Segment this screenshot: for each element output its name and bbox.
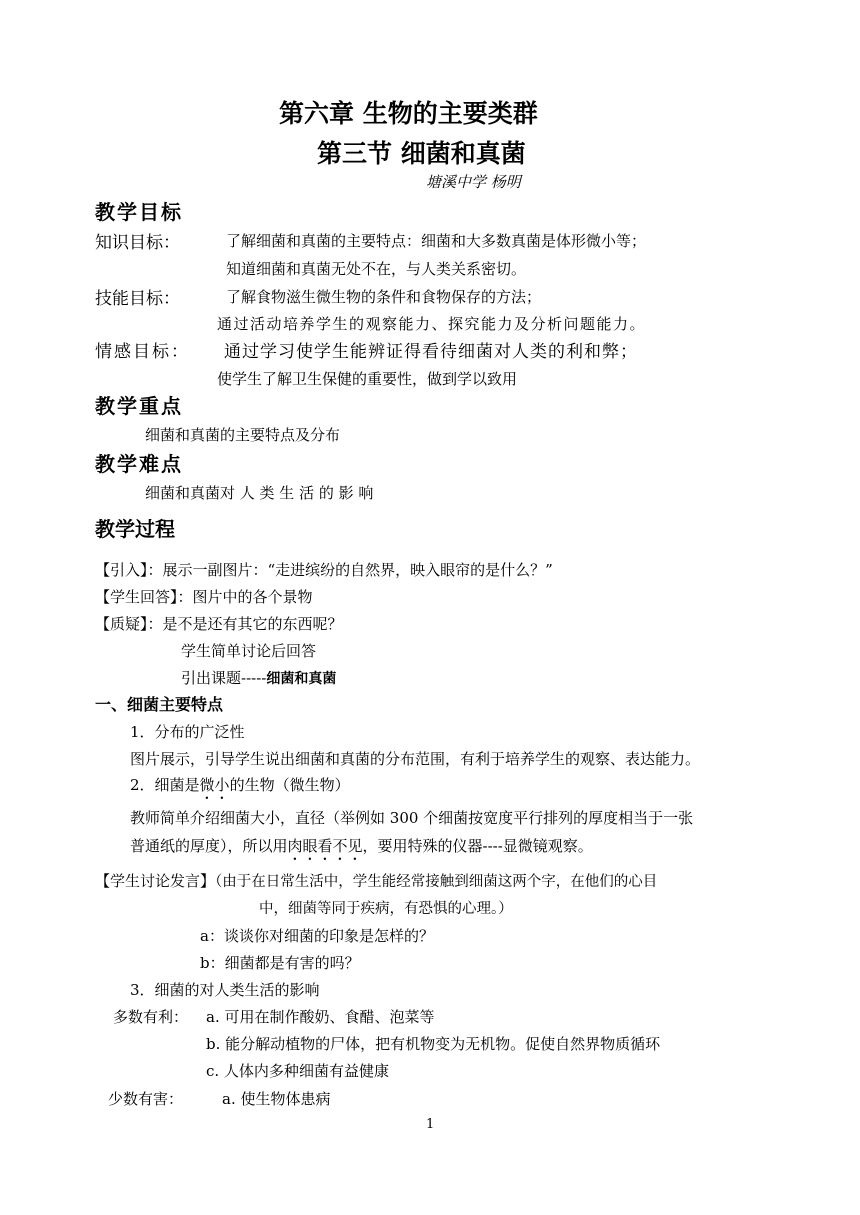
emotion-text-2: 使学生了解卫生保健的重要性，做到学以致用: [217, 370, 518, 388]
item2-text-2: [130, 835, 593, 864]
difficulty-text: 细菌和真菌对 人 类 生 活 的 影 响: [145, 484, 374, 502]
benefit-label: 多数有利：: [113, 1008, 189, 1026]
topic-prefix: 引出课题-----: [181, 669, 267, 687]
topic-bold: 细菌和真菌: [266, 671, 337, 687]
item3-title: 3．细菌的对人类生活的影响: [130, 981, 320, 999]
answer-label: 【学生回答】: [95, 588, 178, 606]
item2-title: [130, 774, 350, 803]
discuss-label: 【学生讨论发言】: [95, 872, 216, 890]
knowledge-label: 知识目标：: [95, 233, 180, 253]
discuss-text-1: （由于在日常生活中，学生能经常接触到细菌这两个字，在他们的心目: [215, 874, 658, 890]
section-title: 第三节 细菌和真菌: [317, 139, 526, 168]
knowledge-text-2: 知道细菌和真菌无处不在，与人类关系密切。: [226, 260, 527, 278]
discuss-line-1: [95, 870, 657, 891]
item1-title: 1．分布的广泛性: [130, 723, 245, 741]
item2-emph: 微小: [199, 776, 230, 794]
answer-line: [95, 586, 313, 607]
intro-line: [95, 559, 553, 580]
question-line: [95, 613, 343, 634]
item2-text-2-emph: 肉眼看不见: [287, 837, 363, 855]
item1-text: 图片展示，引导学生说出细菌和真菌的分布范围，有利于培养学生的观察、表达能力。: [130, 750, 701, 768]
benefit-b: b. 能分解动植物的尸体，把有机物变为无机物。促使自然界物质循环: [206, 1035, 661, 1053]
answer-text: ：图片中的各个景物: [177, 588, 313, 606]
harm-a: a. 使生物体患病: [222, 1090, 331, 1108]
intro-text: ：展示一副图片：“走进缤纷的自然界，映入眼帘的是什么？”: [147, 561, 553, 579]
intro-label: 【引入】: [95, 561, 148, 579]
discuss-text-2: 中，细菌等同于疾病，有恐惧的心理。）: [259, 901, 513, 917]
question-text: ：是不是还有其它的东西呢？: [147, 615, 343, 633]
author-line: 塘溪中学 杨明: [426, 173, 521, 191]
emotion-text-1: 通过学习使学生能辨证得看待细菌对人类的利和弊；: [224, 342, 638, 362]
benefit-a: a. 可用在制作酸奶、食醋、泡菜等: [206, 1008, 435, 1026]
question-label: 【质疑】: [95, 615, 148, 633]
chapter-title: 第六章 生物的主要类群: [279, 99, 538, 128]
skill-text-2: 通过活动培养学生的观察能力、探究能力及分析问题能力。: [217, 315, 647, 333]
knowledge-text-1: 了解细菌和真菌的主要特点：细菌和大多数真菌是体形微小等；: [226, 232, 647, 250]
skill-text-1: 了解食物滋生微生物的条件和食物保存的方法；: [226, 288, 542, 306]
benefit-c: c. 人体内多种细菌有益健康: [206, 1062, 389, 1080]
emotion-label: 情感目标：: [95, 342, 190, 362]
item2-prefix: 2．细菌是: [130, 776, 200, 794]
discuss-answer-line: 学生简单讨论后回答: [181, 642, 317, 660]
difficulty-heading: 教学难点: [95, 452, 183, 476]
item2-text-2a: 普通纸的厚度），所以用: [130, 837, 288, 855]
item2-text-2b: ，要用特殊的仪器----显微镜观察。: [362, 837, 593, 855]
question-b: b：细菌都是有害的吗？: [200, 954, 360, 972]
harm-label: 少数有害：: [108, 1090, 184, 1108]
skill-label: 技能目标：: [95, 289, 180, 309]
item2-suffix: 的生物（微生物）: [229, 776, 350, 794]
page-number: 1: [426, 1117, 435, 1132]
goals-heading: 教学目标: [95, 200, 183, 224]
key-point-text: 细菌和真菌的主要特点及分布: [145, 426, 341, 444]
topic-line: [181, 667, 336, 688]
process-heading: 教学过程: [95, 517, 175, 541]
key-point-heading: 教学重点: [95, 394, 183, 418]
item2-text-1: 教师简单介绍细菌大小，直径（举例如 300 个细菌按宽度平行排列的厚度相当于一张: [130, 809, 694, 827]
question-a: a：谈谈你对细菌的印象是怎样的？: [200, 927, 434, 945]
part1-heading: 一、细菌主要特点: [95, 695, 224, 714]
